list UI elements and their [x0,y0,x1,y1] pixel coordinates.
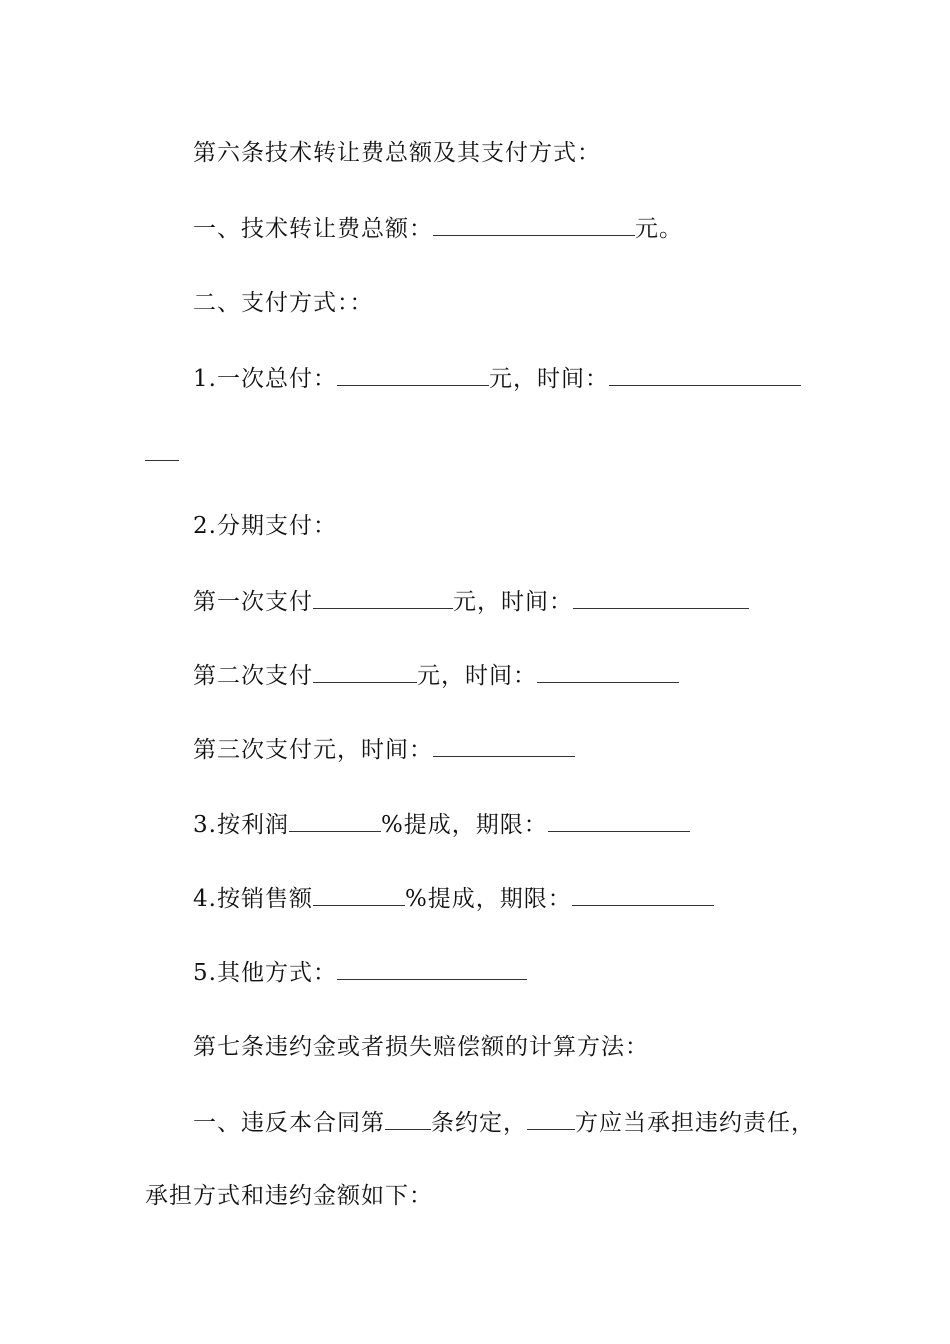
total-fee-blank[interactable] [433,213,635,236]
sales-share-percent-blank[interactable] [313,883,405,906]
installment-label: 2.分期支付： [193,513,337,539]
first-payment-time-blank[interactable] [573,586,749,609]
total-fee-unit: 元。 [635,216,683,242]
article7-title: 第七条违约金或者损失赔偿额的计算方法： [193,1034,649,1060]
third-payment-time-blank[interactable] [433,734,575,757]
other-method-line [193,957,527,988]
article6-title: 第六条技术转让费总额及其支付方式： [193,140,601,166]
first-payment-unit: 元，时间： [453,589,573,615]
second-payment-time-blank[interactable] [537,660,679,683]
sales-share-line [193,883,714,914]
lump-sum-time-blank-continued[interactable] [145,438,179,461]
sales-share-label: 4.按销售额 [193,886,313,912]
lump-sum-time-continuation [145,438,179,469]
third-payment-text: 第三次支付元，时间： [193,737,433,763]
clause1-part-b: 条约定， [431,1110,527,1136]
other-method-blank[interactable] [337,957,527,980]
profit-share-term-blank[interactable] [548,809,690,832]
clause1-party-blank[interactable] [527,1107,575,1130]
lump-sum-amount-blank[interactable] [337,363,489,386]
profit-share-label: 3.按利润 [193,812,289,838]
payment-method-label: 二、支付方式：： [193,290,374,316]
total-fee-label: 一、技术转让费总额： [193,216,433,242]
clause1-continuation: 承担方式和违约金额如下： [145,1183,433,1209]
second-payment-line [193,660,679,691]
total-fee-line [193,213,683,244]
sales-share-unit: %提成，期限： [404,886,572,912]
clause1-part-c: 方应当承担违约责任， [575,1110,815,1136]
other-method-label: 5.其他方式： [193,960,337,986]
clause1-article-blank[interactable] [385,1107,431,1130]
clause1-part-a: 一、违反本合同第 [193,1110,385,1136]
second-payment-amount-blank[interactable] [313,660,417,683]
first-payment-line [193,586,749,617]
first-payment-amount-blank[interactable] [313,586,453,609]
profit-share-percent-blank[interactable] [289,809,381,832]
profit-share-unit: %提成，期限： [380,812,548,838]
third-payment-line [193,734,575,765]
second-payment-label: 第二次支付 [193,663,313,689]
lump-sum-time-blank[interactable] [609,363,801,386]
clause1-line [193,1107,815,1138]
second-payment-unit: 元，时间： [417,663,537,689]
lump-sum-label: 1.一次总付： [193,366,337,392]
first-payment-label: 第一次支付 [193,589,313,615]
profit-share-line [193,809,690,840]
lump-sum-line [193,363,801,394]
lump-sum-unit: 元，时间： [488,366,609,392]
sales-share-term-blank[interactable] [572,883,714,906]
